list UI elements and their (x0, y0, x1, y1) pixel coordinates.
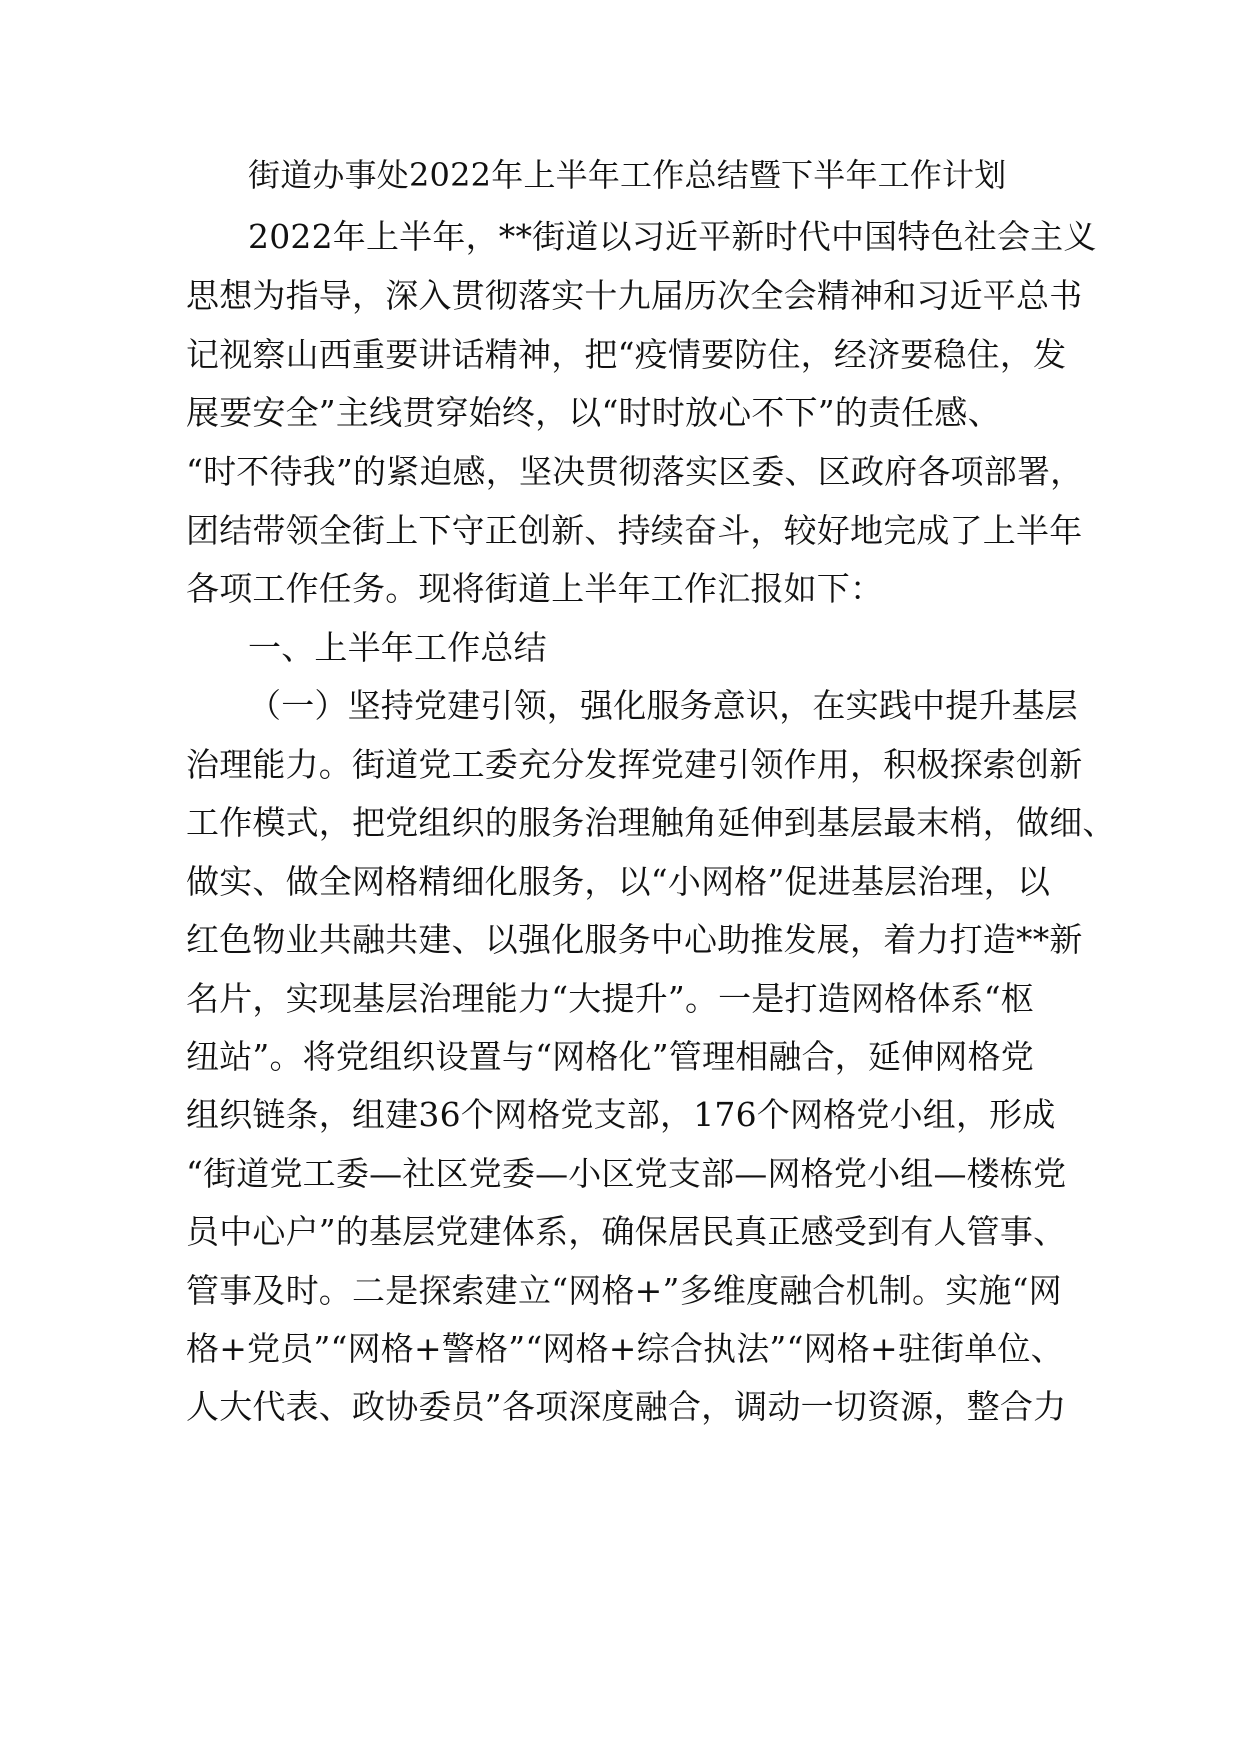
paragraph-line: 记视察山西重要讲话精神，把“疫情要防住，经济要稳住，发 (186, 335, 1067, 374)
paragraph-line: 治理能力。街道党工委充分发挥党建引领作用，积极探索创新 (186, 745, 1083, 784)
paragraph-line: 员中心户”的基层党建体系，确保居民真正感受到有人管事、 (186, 1212, 1067, 1251)
section-heading: 一、上半年工作总结 (248, 628, 547, 667)
paragraph-line: “时不待我”的紧迫感，坚决贯彻落实区委、区政府各项部署， (186, 452, 1084, 491)
paragraph-line: 名片，实现基层治理能力“大提升”。一是打造网格体系“枢 (186, 979, 1035, 1018)
paragraph-line: 2022年上半年，**街道以习近平新时代中国特色社会主义 (248, 217, 1097, 256)
subsection-heading-line: （一）坚持党建引领，强化服务意识，在实践中提升基层 (248, 686, 1078, 725)
paragraph-line: 各项工作任务。现将街道上半年工作汇报如下： (186, 569, 884, 608)
paragraph-line: 红色物业共融共建、以强化服务中心助推发展，着力打造**新 (186, 920, 1083, 959)
paragraph-line: “街道党工委—社区党委—小区党支部—网格党小组—楼栋党 (186, 1154, 1067, 1193)
paragraph-line: 管事及时。二是探索建立“网格+”多维度融合机制。实施“网 (186, 1271, 1062, 1310)
paragraph-line: 工作模式，把党组织的服务治理触角延伸到基层最末梢，做细、 (186, 803, 1116, 842)
paragraph-line: 展要安全”主线贯穿始终，以“时时放心不下”的责任感、 (186, 393, 1001, 432)
paragraph-line: 格+党员”“网格+警格”“网格+综合执法”“网格+驻街单位、 (186, 1329, 1064, 1368)
paragraph-line: 组织链条，组建36个网格党支部，176个网格党小组，形成 (186, 1095, 1056, 1134)
document-title: 街道办事处2022年上半年工作总结暨下半年工作计划 (248, 156, 1007, 194)
paragraph-line: 人大代表、政协委员”各项深度融合，调动一切资源，整合力 (186, 1387, 1067, 1426)
paragraph-line: 团结带领全街上下守正创新、持续奋斗，较好地完成了上半年 (186, 511, 1083, 550)
paragraph-line: 做实、做全网格精细化服务，以“小网格”促进基层治理，以 (186, 862, 1051, 901)
paragraph-line: 思想为指导，深入贯彻落实十九届历次全会精神和习近平总书 (186, 276, 1083, 315)
paragraph-line: 纽站”。将党组织设置与“网格化”管理相融合，延伸网格党 (186, 1037, 1035, 1076)
